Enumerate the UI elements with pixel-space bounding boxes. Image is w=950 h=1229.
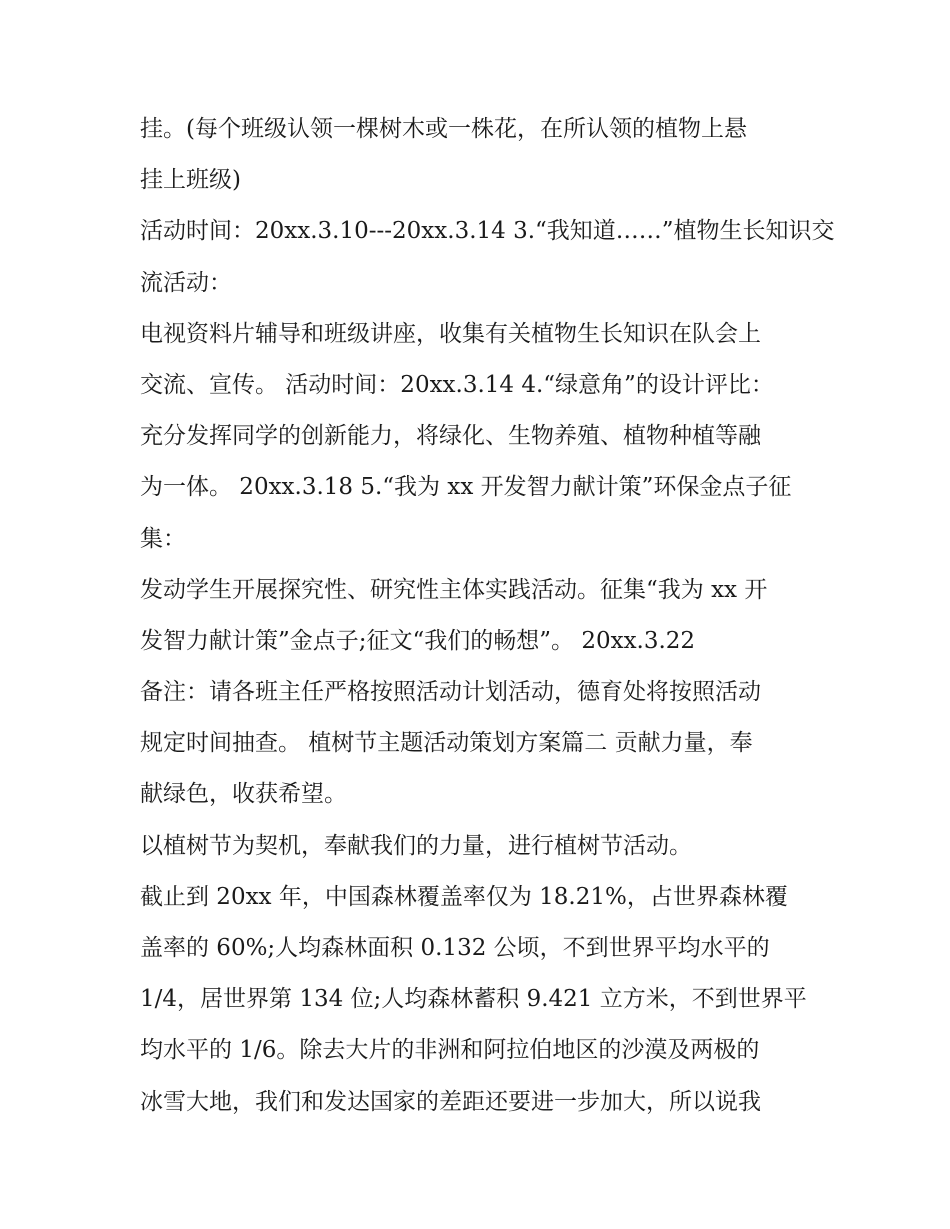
text-line: 流活动： [140,269,232,296]
text-line: 均水平的 1/6。除去大片的非洲和阿拉伯地区的沙漠及两极的 [140,1037,760,1064]
text-line: 充分发挥同学的创新能力，将绿化、生物养殖、植物种植等融 [140,423,761,450]
text-line: 盖率的 60%;人均森林面积 0.132 公顷，不到世界平均水平的 [140,935,770,961]
body-text [140,104,835,1128]
text-line: 挂上班级) [140,167,241,194]
text-line: 以植树节为契机，奉献我们的力量，进行植树节活动。 [140,832,692,859]
text-line: 冰雪大地，我们和发达国家的差距还要进一步加大，所以说我 [140,1088,761,1115]
text-line: 电视资料片辅导和班级讲座，收集有关植物生长知识在队会上 [140,320,761,347]
text-line: 规定时间抽查。 植树节主题活动策划方案篇二 贡献力量，奉 [140,730,753,757]
text-line: 挂。(每个班级认领一棵树木或一株花，在所认领的植物上悬 [140,116,747,142]
text-line: 1/4，居世界第 134 位;人均森林蓄积 9.421 立方米，不到世界平 [140,986,807,1013]
text-line: 交流、宣传。 活动时间：20xx.3.14 4.“绿意角”的设计评比： [140,371,774,398]
text-line: 献绿色，收获希望。 [140,781,347,808]
text-line: 发动学生开展探究性、研究性主体实践活动。征集“我为 xx 开 [140,576,768,603]
text-line: 活动时间：20xx.3.10---20xx.3.14 3.“我知道……”植物生长知识交 [140,218,835,245]
text-line: 备注：请各班主任严格按照活动计划活动，德育处将按照活动 [140,679,761,706]
text-line: 为一体。 20xx.3.18 5.“我为 xx 开发智力献计策”环保金点子征 [140,474,792,501]
text-line: 发智力献计策”金点子;征文“我们的畅想”。 20xx.3.22 [140,627,696,654]
text-line: 截止到 20xx 年，中国森林覆盖率仅为 18.21%，占世界森林覆 [140,883,788,910]
text-line: 集： [140,525,186,552]
